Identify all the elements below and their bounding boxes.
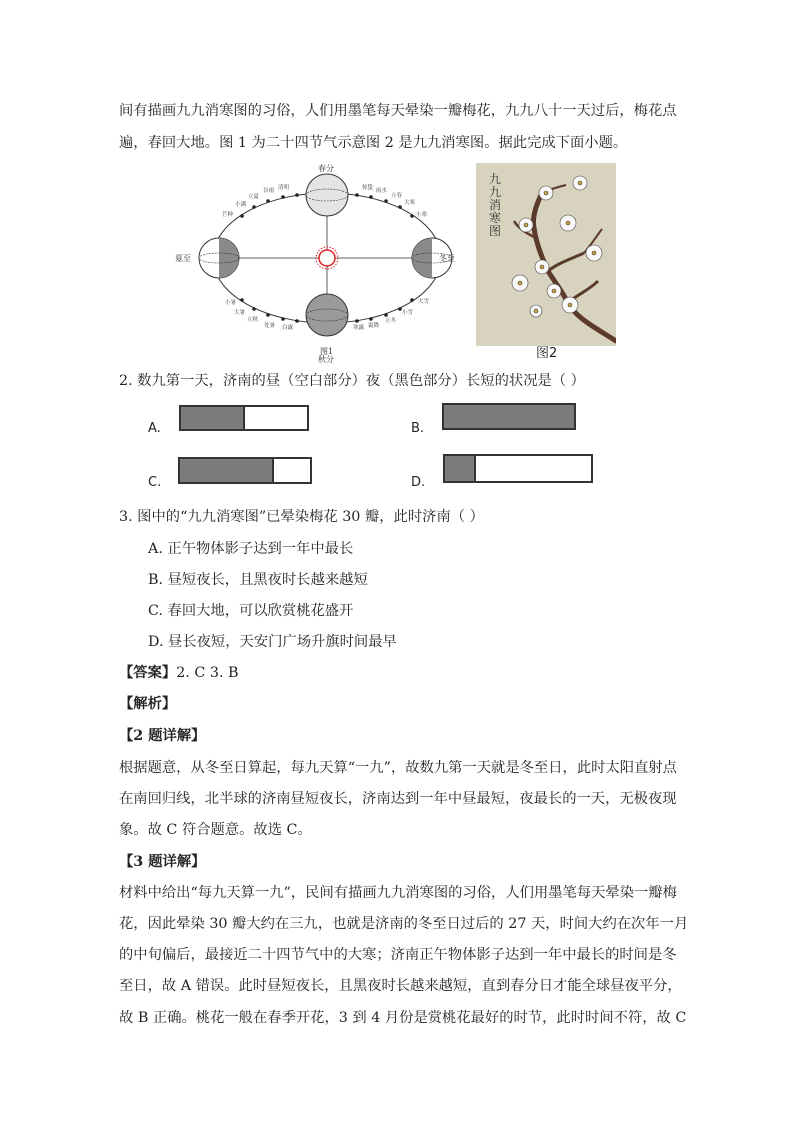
night-segment bbox=[445, 456, 476, 481]
q3-option-c[interactable]: C. 春回大地，可以欣赏桃花盛开 bbox=[148, 603, 354, 619]
answer-line bbox=[119, 663, 239, 683]
svg-text:雨水: 雨水 bbox=[376, 188, 388, 194]
svg-text:小暑: 小暑 bbox=[225, 300, 237, 306]
intro-line-1: 间有描画九九消寒图的习俗，人们用墨笔每天晕染一瓣梅花，九九八十一天过后，梅花点 bbox=[119, 103, 677, 119]
q2-option-d-letter: D. bbox=[411, 475, 426, 490]
svg-text:立春: 立春 bbox=[391, 193, 403, 199]
earth-autumn-equinox bbox=[306, 294, 348, 336]
svg-text:惊蛰: 惊蛰 bbox=[362, 185, 374, 191]
figure-2-caption: 图2 bbox=[536, 346, 558, 361]
svg-text:清明: 清明 bbox=[278, 185, 290, 191]
svg-text:处暑: 处暑 bbox=[264, 323, 276, 329]
night-segment bbox=[444, 405, 574, 428]
svg-text:大寒: 大寒 bbox=[404, 200, 416, 206]
svg-text:立冬: 立冬 bbox=[385, 318, 397, 324]
q2-option-c-letter: C. bbox=[148, 475, 162, 490]
figure-1-solar-terms-diagram bbox=[172, 164, 462, 364]
svg-text:小满: 小满 bbox=[235, 202, 247, 208]
detail-2-line: 在南回归线，北半球的济南昼短夜长，济南达到一年中昼最短，夜最长的一天，无极夜现 bbox=[119, 791, 677, 807]
figure-1-caption: 图1 bbox=[320, 347, 334, 356]
q3-option-b[interactable]: B. 昼短夜长，且黑夜时长越来越短 bbox=[148, 572, 368, 588]
q2-option-d-bar[interactable] bbox=[443, 454, 593, 483]
q2-option-a-bar[interactable] bbox=[179, 405, 309, 431]
detail-3-label: 【3 题详解】 bbox=[119, 854, 206, 870]
label-summer-solstice: 夏至 bbox=[175, 254, 191, 263]
night-segment bbox=[181, 407, 245, 429]
svg-text:大雪: 大雪 bbox=[418, 299, 430, 305]
earth-summer-solstice bbox=[199, 238, 239, 278]
svg-text:立秋: 立秋 bbox=[247, 317, 259, 323]
label-spring-equinox: 春分 bbox=[318, 164, 334, 173]
q2-option-b-letter: B. bbox=[411, 421, 425, 436]
earth-spring-equinox bbox=[306, 174, 348, 216]
detail-2-label: 【2 题详解】 bbox=[119, 728, 206, 744]
detail-3-line: 材料中给出“每九天算一九”，民间有描画九九消寒图的习俗，人们用墨笔每天晕染一瓣梅 bbox=[119, 885, 677, 901]
svg-text:谷雨: 谷雨 bbox=[263, 188, 275, 194]
analysis-label: 【解析】 bbox=[119, 696, 177, 712]
svg-text:芒种: 芒种 bbox=[222, 212, 234, 218]
intro-line-2: 遍，春回大地。图 1 为二十四节气示意图 2 是九九消寒图。据此完成下面小题。 bbox=[119, 135, 628, 151]
q2-option-a-letter: A. bbox=[148, 421, 161, 436]
plum-branch-icon bbox=[476, 163, 616, 346]
svg-text:小寒: 小寒 bbox=[416, 212, 428, 218]
q2-option-b-bar[interactable] bbox=[442, 403, 576, 430]
detail-2-line: 根据题意，从冬至日算起，每九天算“一九”，故数九第一天就是冬至日，此时太阳直射点 bbox=[119, 760, 677, 776]
svg-text:白露: 白露 bbox=[282, 325, 294, 331]
svg-text:霜降: 霜降 bbox=[368, 323, 380, 329]
q3-stem: 3. 图中的“九九消寒图”已晕染梅花 30 瓣，此时济南（ ） bbox=[119, 509, 484, 525]
answer-text: 2. C 3. B bbox=[176, 665, 239, 681]
q3-option-a[interactable]: A. 正午物体影子达到一年中最长 bbox=[148, 541, 354, 557]
detail-3-line: 的中旬偏后，最接近二十四节气中的大寒；济南正午物体影子达到一年中最长的时间是冬 bbox=[119, 947, 677, 963]
label-winter-solstice: 冬至 bbox=[439, 254, 455, 263]
detail-3-line: 故 B 正确。桃花一般在春季开花，3 到 4 月份是赏桃花最好的时节，此时时间不符，故 C bbox=[119, 1010, 687, 1026]
detail-3-line: 至日，故 A 错误。此时昼短夜长，且黑夜时长越来越短，直到春分日才能全球昼夜平分， bbox=[119, 978, 682, 994]
label-autumn-equinox: 秋分 bbox=[318, 355, 334, 364]
detail-3-line: 花，因此晕染 30 瓣大约在三九，也就是济南的冬至日过后的 27 天，时间大约在次年一月 bbox=[119, 916, 689, 932]
sun-icon bbox=[316, 247, 338, 269]
svg-text:寒露: 寒露 bbox=[353, 325, 365, 331]
figure-2-title: 九九消寒图 bbox=[489, 172, 502, 238]
svg-text:立夏: 立夏 bbox=[248, 194, 260, 200]
q2-option-c-bar[interactable] bbox=[178, 457, 312, 484]
q2-stem: 2. 数九第一天，济南的昼（空白部分）夜（黑色部分）长短的状况是（ ） bbox=[119, 373, 585, 389]
svg-text:大暑: 大暑 bbox=[234, 310, 246, 316]
figure-2-plum-blossom-painting bbox=[476, 163, 616, 346]
answer-label: 【答案】 bbox=[119, 665, 177, 681]
q3-option-d[interactable]: D. 昼长夜短，天安门广场升旗时间最早 bbox=[148, 634, 397, 650]
detail-2-line: 象。故 C 符合题意。故选 C。 bbox=[119, 822, 312, 838]
night-segment bbox=[180, 459, 274, 482]
svg-text:小雪: 小雪 bbox=[402, 310, 414, 316]
